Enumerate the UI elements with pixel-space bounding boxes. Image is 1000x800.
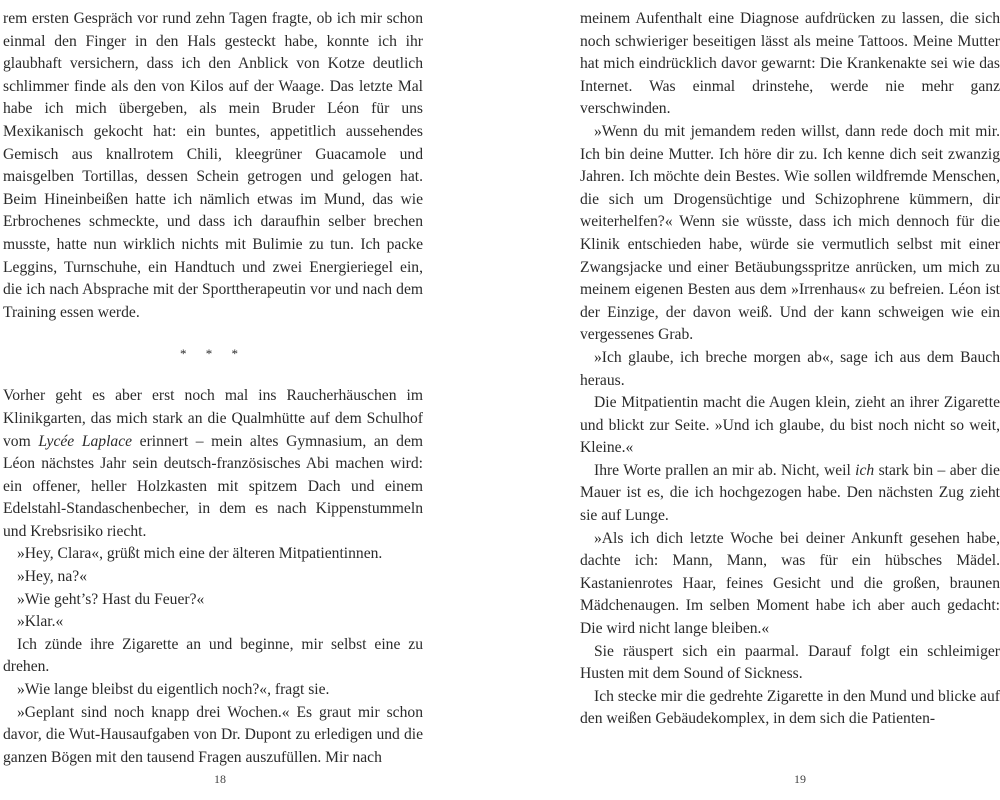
paragraph: »Wie lange bleibst du eigentlich noch?«, fragt sie.: [17, 681, 330, 699]
paragraph: [580, 460, 1000, 528]
italic-text: Lycée Laplace: [38, 432, 133, 450]
right-page: [580, 8, 1000, 731]
text-run: stark bin – aber die Mauer ist es, die ich hochgezogen habe. Den nächsten Zug zieht sie auf Lunge.: [580, 461, 1000, 525]
paragraph: »Klar.«: [17, 613, 64, 631]
paragraph: »Hey, na?«: [17, 568, 87, 586]
italic-text: ich: [855, 461, 875, 479]
paragraph: »Geplant sind noch knapp drei Wochen.« Es graut mir schon davor, die Wut-Hausaufgaben von Dr. Dupont zu erledigen und die ganzen Bögen mit den tausend Fragen auszufüllen. Mir nach: [3, 703, 423, 766]
paragraph: »Wenn du mit jemandem reden willst, dann rede doch mit mir. Ich bin deine Mutter. Ich höre dir zu. Ich kenne dich seit zwanzig Jahren. Ich möchte dein Bestes. Wie sollen wildfremde Menschen, die sich um Drogensüchtige und Schizophrene kümmern, dir weiterhelfen?« Wenn sie wüsste, dass ich mich dennoch für die Klinik entschieden habe, würde sie vermutlich selbst mit einer Zwangsjacke und einer Betäubungsspritze anrücken, um mich zu meinem eigenen Besten aus dem »Irrenhaus« zu befreien. Léon ist der Einzige, der davon weiß. Und der kann schweigen wie ein vergessenes Grab.: [580, 122, 1000, 344]
paragraph: »Hey, Clara«, grüßt mich eine der älteren Mitpatientinnen.: [17, 545, 383, 563]
paragraph: Die Mitpatientin macht die Augen klein, zieht an ihrer Zigarette und blickt zur Seite. »Und ich glaube, du bist noch nicht so weit, Kleine.«: [580, 394, 1000, 457]
left-page: [3, 8, 423, 769]
text-run: Vorher geht es aber erst noch mal ins Raucherhäuschen im Klinikgarten, das mich stark an die Qualmhütte auf dem Schulhof vom: [3, 387, 423, 450]
paragraph: »Als ich dich letzte Woche bei deiner Ankunft gesehen habe, dachte ich: Mann, Mann, was für ein hübsches Mädel. Kastanienrotes Haar, feines Gesicht und die großen, braunen Mädchenaugen. Im selben Moment habe ich aber auch gedacht: Die wird nicht lange bleiben.«: [580, 529, 1000, 638]
page-number-left: 18: [214, 772, 226, 786]
paragraph: [3, 385, 423, 543]
paragraph: Ich stecke mir die gedrehte Zigarette in den Mund und blicke auf den weißen Gebäudekomplex, in dem sich die Patienten-: [580, 687, 1000, 728]
paragraph: Ich zünde ihre Zigarette an und beginne, mir selbst eine zu drehen.: [3, 635, 423, 676]
paragraph: meinem Aufenthalt eine Diagnose aufdrücken zu lassen, die sich noch schwieriger beseitigen lässt als meine Tattoos. Meine Mutter hat mich eindrücklich davor gewarnt: Die Krankenakte sei wie das Internet. Was einmal drinstehe, werde nie mehr ganz verschwinden.: [580, 10, 1000, 118]
text-run: Ihre Worte prallen an mir ab. Nicht, weil: [594, 461, 856, 479]
section-break-ornament: * * *: [180, 346, 246, 362]
page-number-right: 19: [794, 772, 806, 786]
text-run: erinnert – mein altes Gymnasium, an dem Léon nächstes Jahr sein deutsch-französisches Abi machen wird: ein offener, heller Holzkasten mit spitzem Dach und einem Edelstahl-Standaschenbecher, in dem es nach Kippenstummeln und Krebsrisiko riecht.: [3, 432, 423, 540]
paragraph: Sie räuspert sich ein paarmal. Darauf folgt ein schleimiger Husten mit dem Sound of Sickness.: [580, 642, 1000, 683]
paragraph: rem ersten Gespräch vor rund zehn Tagen fragte, ob ich mir schon einmal den Finger in den Hals gesteckt habe, konnte ich ihr glaubhaft versichern, dass ich den Anblick von Kotze deutlich schlimmer finde als den von Kilos auf der Waage. Das letzte Mal habe ich mich übergeben, als mein Bruder Léon für uns Mexikanisch gekocht hat: ein buntes, appetitlich aussehendes Gemisch aus knallrotem Chili, kleegrüner Guacamole und maisgelben Tortillas, dessen Schein getrogen und gelogen hat. Beim Hineinbeißen hatte ich nämlich etwas im Mund, das wie Erbrochenes schmeckte, und dass ich daraufhin selber brechen musste, hatte nun wirklich nichts mit Bulimie zu tun. Ich packe Leggins, Turnschuhe, ein Handtuch und zwei Energieriegel ein, die ich nach Absprache mit der Sporttherapeutin vor und nach dem Training essen werde.: [3, 10, 423, 321]
paragraph: »Wie geht’s? Hast du Feuer?«: [17, 590, 205, 608]
paragraph: »Ich glaube, ich breche morgen ab«, sage ich aus dem Bauch heraus.: [580, 348, 1000, 389]
